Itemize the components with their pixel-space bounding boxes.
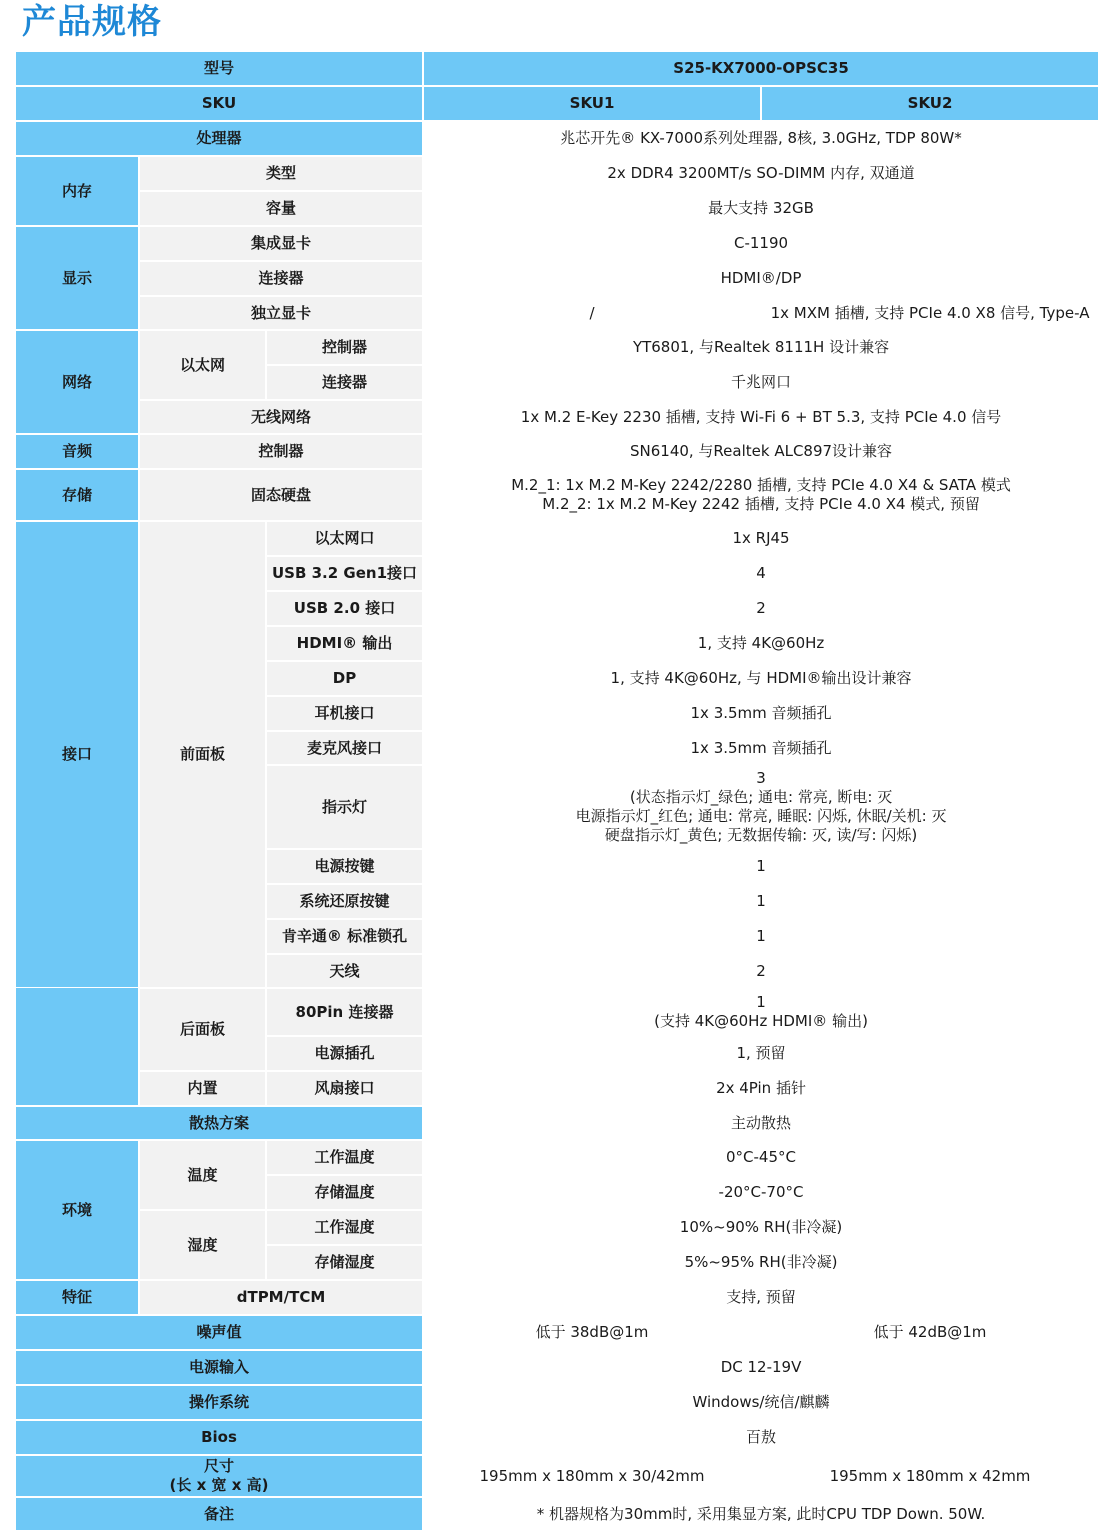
table-row — [15, 434, 1099, 469]
table-row — [15, 469, 1099, 521]
network-label: 网络 — [15, 330, 139, 434]
ethernet-label: 以太网 — [139, 330, 266, 400]
model-value: S25-KX7000-OPSC35 — [423, 51, 1099, 86]
table-row — [15, 988, 1099, 1036]
power-jack-label: 电源插孔 — [266, 1036, 423, 1071]
fan-label: 风扇接口 — [266, 1071, 423, 1106]
table-row — [15, 121, 1099, 156]
eth-controller-value: YT6801, 与Realtek 8111H 设计兼容 — [423, 330, 1099, 365]
spec-table-lower — [14, 987, 1100, 1532]
headphone-value: 1x 3.5mm 音频插孔 — [423, 696, 1099, 731]
ssd-value — [423, 469, 1099, 521]
pin80-line-1: 1 — [756, 993, 766, 1011]
size-sku1: 195mm x 180mm x 30/42mm — [423, 1455, 761, 1497]
table-row — [15, 1497, 1099, 1531]
cooling-label: 散热方案 — [15, 1106, 423, 1140]
size-sku2: 195mm x 180mm x 42mm — [761, 1455, 1099, 1497]
tpm-value: 支持, 预留 — [423, 1280, 1099, 1315]
display-connector-value: HDMI®/DP — [423, 261, 1099, 296]
antenna-value: 2 — [423, 954, 1099, 988]
dgpu-sku1: / — [423, 296, 761, 330]
st-hum-label: 存储湿度 — [266, 1245, 423, 1280]
st-hum-value: 5%~95% RH(非冷凝) — [423, 1245, 1099, 1280]
sku2-header: SKU2 — [761, 86, 1099, 121]
io-label-cont — [15, 988, 139, 1106]
dgpu-label: 独立显卡 — [139, 296, 423, 330]
spec-table — [14, 50, 1100, 989]
led-line-4: 硬盘指示灯_黄色; 无数据传输: 灭, 读/写: 闪烁) — [604, 826, 918, 844]
power-input-label: 电源输入 — [15, 1350, 423, 1385]
table-row — [15, 156, 1099, 191]
memory-type-value: 2x DDR4 3200MT/s SO-DIMM 内存, 双通道 — [423, 156, 1099, 191]
memory-capacity-label: 容量 — [139, 191, 423, 226]
note-value: * 机器规格为30mm时, 采用集显方案, 此时CPU TDP Down. 50W. — [423, 1497, 1099, 1531]
noise-sku2: 低于 42dB@1m — [761, 1315, 1099, 1350]
table-row — [15, 1350, 1099, 1385]
noise-label: 噪声值 — [15, 1315, 423, 1350]
pin80-label: 80Pin 连接器 — [266, 988, 423, 1036]
size-label-line-1: 尺寸 — [203, 1457, 234, 1475]
hdmi-label: HDMI® 输出 — [266, 626, 423, 661]
display-label: 显示 — [15, 226, 139, 330]
sku-label: SKU — [15, 86, 423, 121]
os-value: Windows/统信/麒麟 — [423, 1385, 1099, 1420]
restore-button-label: 系统还原按键 — [266, 884, 423, 919]
eth-controller-label: 控制器 — [266, 330, 423, 365]
bios-value: 百敖 — [423, 1420, 1099, 1455]
ssd-line-2: M.2_2: 1x M.2 M-Key 2242 插槽, 支持 PCIe 4.0 X4 模式, 预留 — [542, 495, 980, 513]
cooling-value: 主动散热 — [423, 1106, 1099, 1140]
wireless-label: 无线网络 — [139, 400, 423, 434]
st-temp-value: -20°C-70°C — [423, 1175, 1099, 1210]
ssd-line-1: M.2_1: 1x M.2 M-Key 2242/2280 插槽, 支持 PCIe 4.0 X4 & SATA 模式 — [511, 476, 1011, 494]
headphone-label: 耳机接口 — [266, 696, 423, 731]
memory-capacity-value: 最大支持 32GB — [423, 191, 1099, 226]
memory-type-label: 类型 — [139, 156, 423, 191]
table-row — [15, 226, 1099, 261]
usb32-value: 4 — [423, 556, 1099, 591]
led-line-1: 3 — [756, 769, 766, 787]
table-row — [15, 296, 1099, 330]
features-label: 特征 — [15, 1280, 139, 1315]
temperature-label: 温度 — [139, 1140, 266, 1210]
kensington-value: 1 — [423, 919, 1099, 954]
table-row — [15, 1385, 1099, 1420]
sku1-header: SKU1 — [423, 86, 761, 121]
op-hum-label: 工作湿度 — [266, 1210, 423, 1245]
environment-label: 环境 — [15, 1140, 139, 1280]
hdmi-value: 1, 支持 4K@60Hz — [423, 626, 1099, 661]
note-label: 备注 — [15, 1497, 423, 1531]
power-jack-value: 1, 预留 — [423, 1036, 1099, 1071]
power-input-value: DC 12-19V — [423, 1350, 1099, 1385]
storage-label: 存储 — [15, 469, 139, 521]
usb20-value: 2 — [423, 591, 1099, 626]
bios-label: Bios — [15, 1420, 423, 1455]
page-title: 产品规格 — [22, 2, 162, 42]
table-row — [15, 261, 1099, 296]
igpu-label: 集成显卡 — [139, 226, 423, 261]
op-hum-value: 10%~90% RH(非冷凝) — [423, 1210, 1099, 1245]
st-temp-label: 存储温度 — [266, 1175, 423, 1210]
eth-connector-value: 千兆网口 — [423, 365, 1099, 400]
noise-sku1: 低于 38dB@1m — [423, 1315, 761, 1350]
audio-controller-label: 控制器 — [139, 434, 423, 469]
led-line-3: 电源指示灯_红色; 通电: 常亮, 睡眠: 闪烁, 休眠/关机: 灭 — [575, 807, 947, 825]
processor-value: 兆芯开先® KX-7000系列处理器, 8核, 3.0GHz, TDP 80W* — [423, 121, 1099, 156]
display-connector-label: 连接器 — [139, 261, 423, 296]
table-row — [15, 1210, 1099, 1245]
pin80-value — [423, 988, 1099, 1036]
memory-label: 内存 — [15, 156, 139, 226]
front-eth-value: 1x RJ45 — [423, 521, 1099, 556]
front-eth-label: 以太网口 — [266, 521, 423, 556]
led-label: 指示灯 — [266, 765, 423, 849]
usb32-label: USB 3.2 Gen1接口 — [266, 556, 423, 591]
table-row — [15, 330, 1099, 365]
dp-label: DP — [266, 661, 423, 696]
table-row — [15, 1071, 1099, 1106]
ssd-label: 固态硬盘 — [139, 469, 423, 521]
pin80-line-2: (支持 4K@60Hz HDMI® 输出) — [654, 1012, 868, 1030]
usb20-label: USB 2.0 接口 — [266, 591, 423, 626]
front-panel-label: 前面板 — [139, 521, 266, 988]
mic-value: 1x 3.5mm 音频插孔 — [423, 731, 1099, 765]
kensington-label: 肯辛通® 标准锁孔 — [266, 919, 423, 954]
led-line-2: (状态指示灯_绿色; 通电: 常亮, 断电: 灭 — [629, 788, 893, 806]
power-button-label: 电源按键 — [266, 849, 423, 884]
audio-label: 音频 — [15, 434, 139, 469]
table-row — [15, 521, 1099, 556]
igpu-value: C-1190 — [423, 226, 1099, 261]
op-temp-label: 工作温度 — [266, 1140, 423, 1175]
table-row — [15, 1106, 1099, 1140]
size-label — [15, 1455, 423, 1497]
power-button-value: 1 — [423, 849, 1099, 884]
tpm-label: dTPM/TCM — [139, 1280, 423, 1315]
antenna-label: 天线 — [266, 954, 423, 988]
rear-panel-label: 后面板 — [139, 988, 266, 1071]
op-temp-value: 0°C-45°C — [423, 1140, 1099, 1175]
table-row — [15, 1140, 1099, 1175]
table-row — [15, 1315, 1099, 1350]
led-value — [423, 765, 1099, 849]
table-row — [15, 1420, 1099, 1455]
audio-controller-value: SN6140, 与Realtek ALC897设计兼容 — [423, 434, 1099, 469]
eth-connector-label: 连接器 — [266, 365, 423, 400]
processor-label: 处理器 — [15, 121, 423, 156]
fan-value: 2x 4Pin 插针 — [423, 1071, 1099, 1106]
size-label-line-2: (长 x 宽 x 高) — [169, 1476, 269, 1494]
internal-label: 内置 — [139, 1071, 266, 1106]
mic-label: 麦克风接口 — [266, 731, 423, 765]
io-label: 接口 — [15, 521, 139, 988]
os-label: 操作系统 — [15, 1385, 423, 1420]
model-label: 型号 — [15, 51, 423, 86]
humidity-label: 湿度 — [139, 1210, 266, 1280]
table-row — [15, 86, 1099, 121]
table-row — [15, 400, 1099, 434]
table-row — [15, 191, 1099, 226]
dgpu-sku2: 1x MXM 插槽, 支持 PCIe 4.0 X8 信号, Type-A — [761, 296, 1099, 330]
restore-button-value: 1 — [423, 884, 1099, 919]
wireless-value: 1x M.2 E-Key 2230 插槽, 支持 Wi-Fi 6 + BT 5.3, 支持 PCIe 4.0 信号 — [423, 400, 1099, 434]
table-row — [15, 51, 1099, 86]
table-row — [15, 1280, 1099, 1315]
dp-value: 1, 支持 4K@60Hz, 与 HDMI®输出设计兼容 — [423, 661, 1099, 696]
table-row — [15, 1455, 1099, 1497]
